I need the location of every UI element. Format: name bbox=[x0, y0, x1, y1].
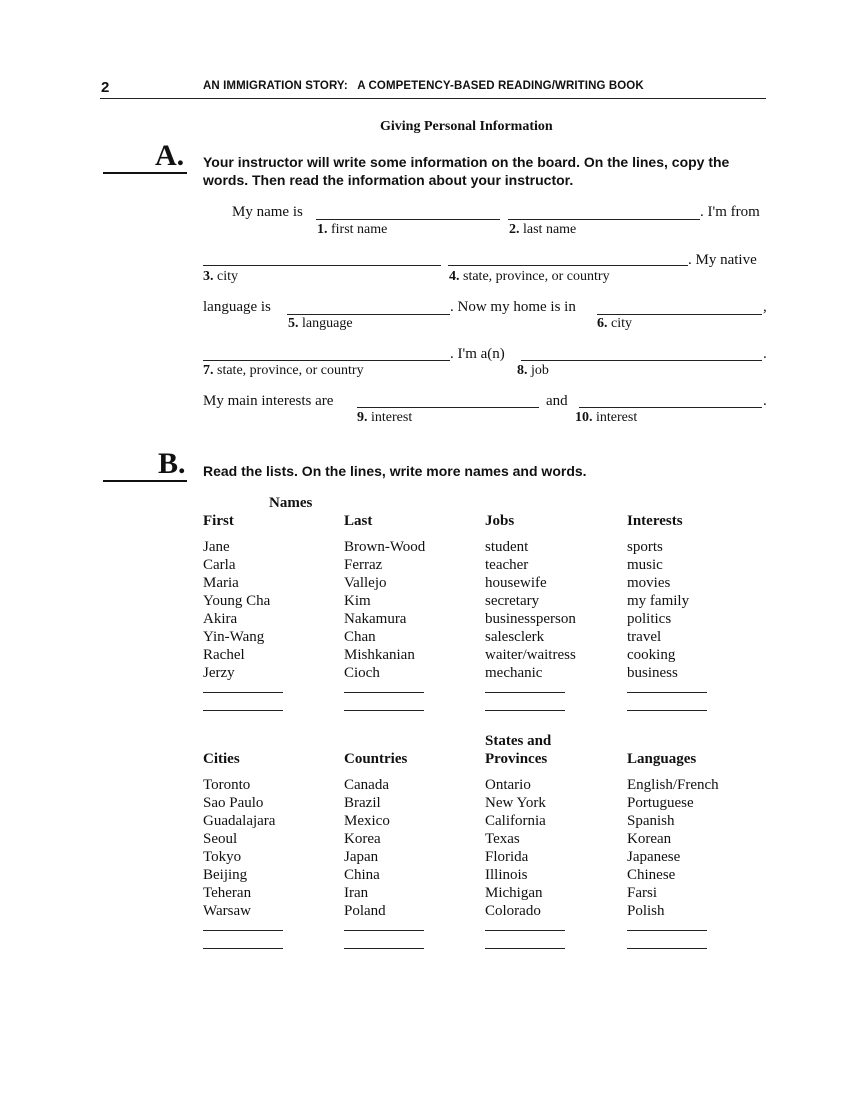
list-heading-last: Last bbox=[344, 513, 373, 529]
text-now-my-home: . Now my home is in bbox=[450, 299, 576, 315]
running-title: AN IMMIGRATION STORY: A COMPETENCY-BASED READING/WRITING BOOK bbox=[203, 80, 644, 92]
list-item: student bbox=[485, 539, 529, 555]
write-line-languages[interactable] bbox=[627, 948, 707, 949]
list-item: Sao Paulo bbox=[203, 795, 264, 811]
section-a-letter: A. bbox=[155, 139, 185, 172]
write-line-last[interactable] bbox=[344, 710, 424, 711]
list-item: Mexico bbox=[344, 813, 390, 829]
list-heading-jobs: Jobs bbox=[485, 513, 515, 529]
section-a-instruction-line2: words. Then read the information about your instructor. bbox=[203, 172, 574, 188]
label-home-city: 6. city bbox=[597, 316, 632, 331]
text-interests-are: My main interests are bbox=[203, 393, 334, 409]
list-item: Korea bbox=[344, 831, 381, 847]
list-item: Ontario bbox=[485, 777, 531, 793]
text-period-1: . bbox=[763, 346, 767, 362]
label-home-state-province-country: 7. state, province, or country bbox=[203, 363, 364, 378]
list-item: sports bbox=[627, 539, 663, 555]
text-my-name-is: My name is bbox=[232, 204, 303, 220]
label-last-name: 2. last name bbox=[509, 222, 577, 237]
write-line-jobs[interactable] bbox=[485, 692, 565, 693]
write-line-countries[interactable] bbox=[344, 930, 424, 931]
list-item: Florida bbox=[485, 849, 529, 865]
label-city: 3. city bbox=[203, 269, 238, 284]
list-item: housewife bbox=[485, 575, 547, 591]
list-cities bbox=[203, 776, 275, 920]
label-first-name: 1. first name bbox=[317, 222, 388, 237]
text-and: and bbox=[546, 393, 568, 409]
list-item: Ferraz bbox=[344, 557, 383, 573]
list-item: Mishkanian bbox=[344, 647, 415, 663]
list-item: Korean bbox=[627, 831, 672, 847]
list-item: Chinese bbox=[627, 867, 676, 883]
list-item: politics bbox=[627, 611, 672, 627]
list-item: Japanese bbox=[627, 849, 681, 865]
list-item: Akira bbox=[203, 611, 238, 627]
list-countries bbox=[344, 776, 390, 920]
list-item: my family bbox=[627, 593, 690, 609]
write-line-countries[interactable] bbox=[344, 948, 424, 949]
text-im-from: . I'm from bbox=[700, 204, 760, 220]
list-item: New York bbox=[485, 795, 546, 811]
section-a-instruction bbox=[203, 153, 729, 189]
list-item: Vallejo bbox=[344, 575, 387, 591]
section-b-instruction: Read the lists. On the lines, write more names and words. bbox=[203, 463, 587, 479]
field-first-name[interactable] bbox=[316, 219, 500, 220]
list-item: California bbox=[485, 813, 546, 829]
page-number: 2 bbox=[101, 79, 110, 96]
label-state-province-country: 4. state, province, or country bbox=[449, 269, 610, 284]
list-item: Japan bbox=[344, 849, 379, 865]
list-item: cooking bbox=[627, 647, 676, 663]
field-language[interactable] bbox=[287, 314, 450, 315]
write-line-first[interactable] bbox=[203, 710, 283, 711]
list-item: Iran bbox=[344, 885, 369, 901]
write-line-interests[interactable] bbox=[627, 710, 707, 711]
list-heading-provinces-line1: States and bbox=[485, 733, 552, 749]
list-item: Toronto bbox=[203, 777, 251, 793]
list-item: Kim bbox=[344, 593, 371, 609]
label-language: 5. language bbox=[288, 316, 353, 331]
list-item: travel bbox=[627, 629, 662, 645]
text-language-is: language is bbox=[203, 299, 271, 315]
list-item: Teheran bbox=[203, 885, 252, 901]
list-item: Yin-Wang bbox=[203, 629, 265, 645]
list-item: waiter/waitress bbox=[485, 647, 576, 663]
list-item: Illinois bbox=[485, 867, 528, 883]
field-job[interactable] bbox=[521, 360, 762, 361]
list-item: Tokyo bbox=[203, 849, 242, 865]
list-item: Polish bbox=[627, 903, 665, 919]
section-b-letter: B. bbox=[158, 447, 186, 480]
list-first bbox=[203, 538, 270, 682]
page-title: Giving Personal Information bbox=[380, 119, 553, 134]
text-comma: , bbox=[763, 299, 767, 315]
list-heading-provinces: Provinces bbox=[485, 751, 548, 767]
list-item: Texas bbox=[485, 831, 520, 847]
write-line-jobs[interactable] bbox=[485, 710, 565, 711]
list-item: music bbox=[627, 557, 663, 573]
list-interests bbox=[627, 538, 689, 682]
list-item: businessperson bbox=[485, 611, 576, 627]
write-line-provinces[interactable] bbox=[485, 948, 565, 949]
label-interest-2: 10. interest bbox=[575, 410, 638, 425]
list-item: salesclerk bbox=[485, 629, 545, 645]
list-provinces bbox=[485, 776, 546, 920]
label-interest-1: 9. interest bbox=[357, 410, 413, 425]
list-heading-cities: Cities bbox=[203, 751, 240, 767]
list-item: Brown-Wood bbox=[344, 539, 426, 555]
list-heading-countries: Countries bbox=[344, 751, 408, 767]
list-item: Jerzy bbox=[203, 665, 235, 681]
list-item: Jane bbox=[203, 539, 230, 555]
list-item: Colorado bbox=[485, 903, 541, 919]
text-im-an: . I'm a(n) bbox=[450, 346, 505, 362]
write-line-cities[interactable] bbox=[203, 930, 283, 931]
field-city[interactable] bbox=[203, 265, 441, 266]
list-item: Spanish bbox=[627, 813, 675, 829]
header-rule bbox=[100, 98, 766, 99]
write-line-first[interactable] bbox=[203, 692, 283, 693]
list-languages bbox=[627, 776, 719, 920]
list-item: Young Cha bbox=[203, 593, 271, 609]
field-interest-1[interactable] bbox=[357, 407, 539, 408]
list-item: movies bbox=[627, 575, 671, 591]
list-last bbox=[344, 538, 425, 682]
section-a-instruction-line1: Your instructor will write some information on the board. On the lines, copy the bbox=[203, 154, 730, 170]
label-job: 8. job bbox=[517, 363, 549, 378]
list-heading-interests: Interests bbox=[627, 513, 683, 529]
list-item: Seoul bbox=[203, 831, 238, 847]
list-item: Carla bbox=[203, 557, 236, 573]
list-item: China bbox=[344, 867, 380, 883]
list-item: Rachel bbox=[203, 647, 245, 663]
list-item: secretary bbox=[485, 593, 540, 609]
list-item: Warsaw bbox=[203, 903, 251, 919]
field-home-state-province-country[interactable] bbox=[203, 360, 450, 361]
text-period-2: . bbox=[763, 393, 767, 409]
write-line-interests[interactable] bbox=[627, 692, 707, 693]
list-item: Poland bbox=[344, 903, 386, 919]
list-item: Nakamura bbox=[344, 611, 407, 627]
field-state-province-country[interactable] bbox=[448, 265, 688, 266]
list-item: Canada bbox=[344, 777, 389, 793]
write-line-languages[interactable] bbox=[627, 930, 707, 931]
list-item: English/French bbox=[627, 777, 719, 793]
field-home-city[interactable] bbox=[597, 314, 762, 315]
field-last-name[interactable] bbox=[508, 219, 700, 220]
list-item: business bbox=[627, 665, 678, 681]
list-item: Guadalajara bbox=[203, 813, 276, 829]
list-item: Portuguese bbox=[627, 795, 694, 811]
write-line-provinces[interactable] bbox=[485, 930, 565, 931]
list-item: Michigan bbox=[485, 885, 543, 901]
list-item: Chan bbox=[344, 629, 376, 645]
list-item: Cioch bbox=[344, 665, 380, 681]
list-item: teacher bbox=[485, 557, 529, 573]
field-interest-2[interactable] bbox=[579, 407, 762, 408]
list-item: Beijing bbox=[203, 867, 248, 883]
list-item: mechanic bbox=[485, 665, 543, 681]
write-line-last[interactable] bbox=[344, 692, 424, 693]
list-heading-first: First bbox=[203, 513, 234, 529]
write-line-cities[interactable] bbox=[203, 948, 283, 949]
text-my-native: . My native bbox=[688, 252, 757, 268]
names-group-heading: Names bbox=[269, 495, 313, 511]
list-item: Brazil bbox=[344, 795, 381, 811]
list-item: Maria bbox=[203, 575, 239, 591]
list-item: Farsi bbox=[627, 885, 657, 901]
list-heading-languages: Languages bbox=[627, 751, 697, 767]
list-jobs bbox=[485, 538, 576, 682]
